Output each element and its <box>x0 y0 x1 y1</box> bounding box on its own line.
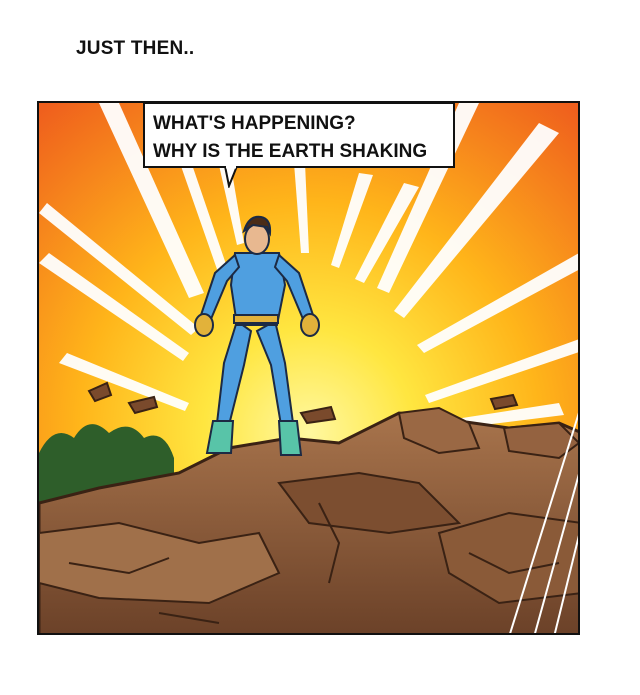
speech-bubble <box>143 102 455 168</box>
caption-text: JUST THEN.. <box>76 38 195 59</box>
speech-bubble-tail <box>223 166 239 188</box>
speech-line-2: WHY IS THE EARTH SHAKING <box>153 141 428 162</box>
comic-illustration <box>39 103 580 635</box>
comic-panel <box>37 101 580 635</box>
speech-line-1: WHAT'S HAPPENING? <box>153 113 356 134</box>
